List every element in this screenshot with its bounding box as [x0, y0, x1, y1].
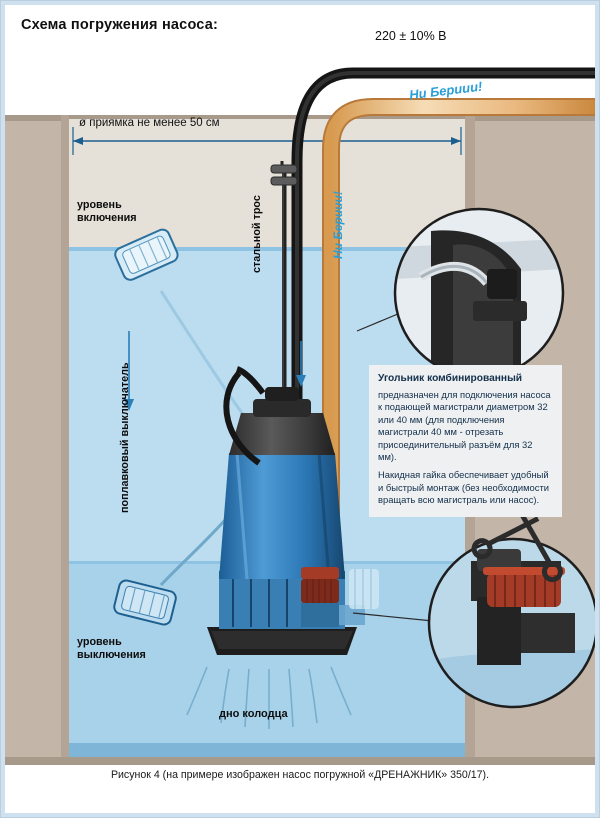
callout-paragraph-2: Накидная гайка обеспечивает удобный и быстрый монтаж (без необходимости вращать всю магистраль или насос).	[378, 469, 549, 506]
zoom-circle-elbow-top	[395, 209, 563, 377]
level-off-line2: выключения	[77, 649, 146, 661]
level-on-line1: уровень	[77, 199, 122, 211]
callout-body	[378, 389, 553, 507]
pit-diameter-label: ø приямка не менее 50 см	[79, 117, 220, 129]
well-bottom-label: дно колодца	[219, 708, 288, 720]
brand-cable-label: Ни Бериии!	[408, 78, 484, 103]
float-switch-label: поплавковый выключатель	[119, 362, 131, 513]
level-off-line1: уровень	[77, 636, 122, 648]
level-on-line2: включения	[77, 212, 137, 224]
steel-rope-label: стальной трос	[251, 195, 263, 273]
zoom-circle-elbow-bottom	[429, 539, 597, 707]
page-title: Схема погружения насоса:	[21, 17, 219, 33]
level-off-label	[77, 636, 146, 662]
callout-combined-elbow	[369, 365, 562, 517]
brand-pipe-label: Ни Бериии!	[331, 191, 345, 259]
figure-caption: Рисунок 4 (на примере изображен насос погружной «ДРЕНАЖНИК» 350/17).	[110, 769, 490, 781]
callout-paragraph-1: предназначен для подключения насоса к подающей магистрали диаметром 32 или 40 мм (для подключения магистрали 40 мм - отрезать присоединительный разъём для 32 мм).	[378, 389, 551, 463]
level-on-label	[77, 199, 137, 225]
callout-title: Угольник комбинированный	[378, 373, 523, 384]
voltage-label: 220 ± 10% В	[375, 29, 447, 43]
